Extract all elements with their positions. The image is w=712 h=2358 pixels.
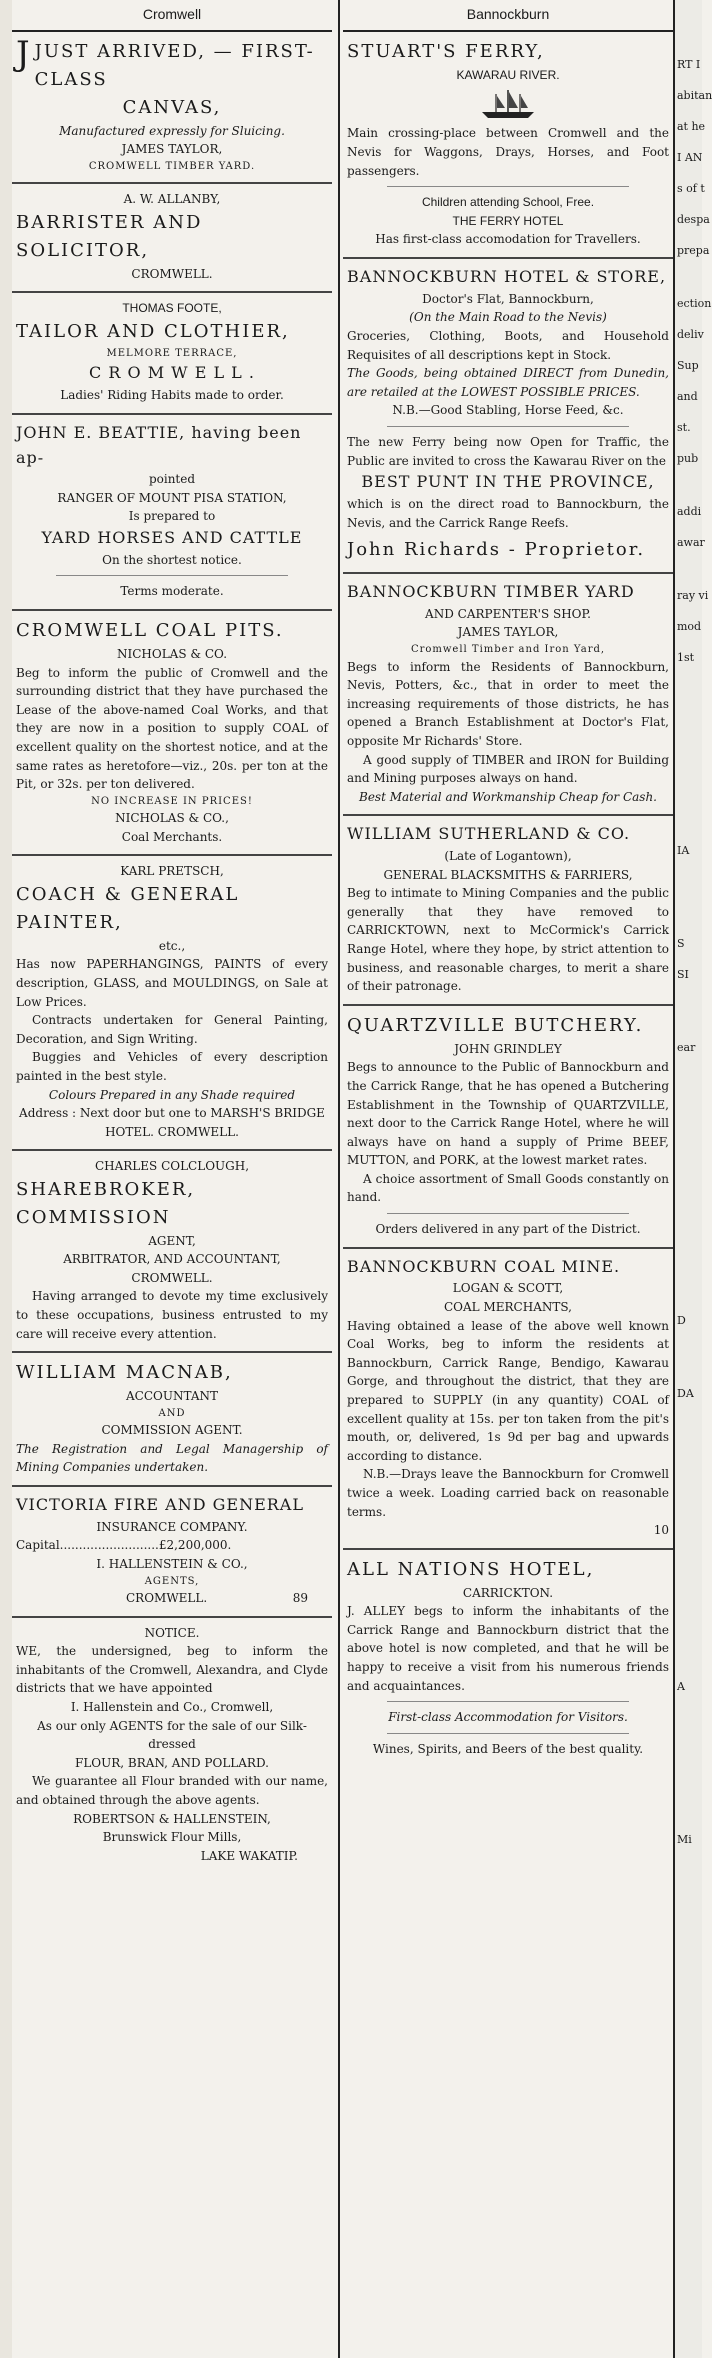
ad-taylor-canvas: JJUST ARRIVED, — FIRST-CLASS CANVAS, Manufactured expressly for Sluicing. JAMES TAYLOR, CROMWELL TIMBER YARD. xyxy=(12,32,332,184)
edge-fragment: RT I xyxy=(677,58,701,71)
ad-line: Ladies' Riding Habits made to order. xyxy=(60,388,284,403)
ad-line: On the shortest notice. xyxy=(102,552,242,567)
edge-fragment: s of t xyxy=(677,182,705,195)
ad-sutherland xyxy=(343,816,673,1006)
ad-line: NICHOLAS & CO., xyxy=(115,811,229,826)
ad-line: First-class Accommodation for Visitors. xyxy=(388,1710,628,1725)
ad-body: J. ALLEY begs to inform the inhabitants of the Carrick Range and Bannockburn district that the above hotel is now completed, and that he will be happy to receive a visit from his numerous friends and acquaintances. xyxy=(347,1604,669,1693)
ad-all-nations-hotel xyxy=(343,1550,673,1767)
ad-line: THOMAS FOOTE, xyxy=(122,301,222,316)
edge-fragment: abitan xyxy=(677,89,712,102)
edge-fragment: ear xyxy=(677,1041,696,1054)
ad-line: CARRICKTON. xyxy=(462,1585,554,1600)
ad-allanby xyxy=(12,184,332,293)
edge-fragment: deliv xyxy=(677,328,704,341)
ad-body: which is on the direct road to Bannockburn, the Nevis, and the Carrick Range Reefs. xyxy=(347,496,669,530)
ad-body: WE, the undersigned, beg to inform the inhabitants of the Cromwell, Alexandra, and Clyde districts that we have appointed xyxy=(16,1644,328,1696)
ad-body: Has now PAPERHANGINGS, PAINTS of every description, GLASS, and MOULDINGS, on Sale at Low Prices. xyxy=(16,957,328,1009)
ad-line: ROBERTSON & HALLENSTEIN, xyxy=(73,1811,271,1826)
edge-fragment: despa xyxy=(677,213,710,226)
edge-fragment: ection xyxy=(677,297,712,310)
ad-line: CROMWELL. xyxy=(131,1270,213,1285)
ad-line: ARBITRATOR, AND ACCOUNTANT, xyxy=(63,1252,281,1267)
ad-body: Beg to inform the public of Cromwell and the surrounding district that they have purchased the Lease of the above-named Coal Works, and that they are now in a position to supply COAL of excellent quality on the shortest notice, and at the same rates as heretofore—viz., 20s. per ton at the Pit, or 32s. per ton delivered. xyxy=(16,665,328,792)
edge-fragment: SI xyxy=(677,968,689,981)
column-header: Bannockburn xyxy=(343,0,673,32)
ad-line: I. Hallenstein and Co., Cromwell, xyxy=(70,1700,274,1715)
ad-pretsch xyxy=(12,856,332,1151)
ad-quartzville-butchery xyxy=(343,1006,673,1249)
ad-line: CANVAS, xyxy=(122,96,222,118)
divider xyxy=(56,575,288,576)
ad-victoria xyxy=(12,1487,332,1618)
edge-fragment: Sup xyxy=(677,359,699,372)
ad-line: CROMWELL COAL PITS. xyxy=(16,620,284,642)
ad-line: COACH & GENERAL PAINTER, xyxy=(16,883,240,933)
ad-line: AND CARPENTER'S SHOP. xyxy=(425,606,591,621)
ad-colclough xyxy=(12,1151,332,1353)
ad-line: NO INCREASE IN PRICES! xyxy=(91,795,253,807)
divider xyxy=(387,186,629,187)
ad-line: Capital..........................£2,200,000. xyxy=(16,1538,232,1553)
ad-line: RANGER OF MOUNT PISA STATION, xyxy=(57,490,287,505)
ad-line: KAWARAU RIVER. xyxy=(456,67,560,82)
edge-fragment: at he xyxy=(677,120,706,133)
ad-line: CROMWELL. xyxy=(131,266,213,281)
edge-fragment: 1st xyxy=(677,651,695,664)
column-header: Cromwell xyxy=(12,0,332,32)
column-cromwell xyxy=(12,0,332,2358)
ad-line: WILLIAM SUTHERLAND & CO. xyxy=(347,824,631,844)
edge-fragment: A xyxy=(677,1680,685,1693)
ad-notice xyxy=(12,1618,332,1874)
ad-line: ACCOUNTANT xyxy=(126,1389,218,1404)
ad-line: FLOUR, BRAN, AND POLLARD. xyxy=(75,1755,269,1770)
edge-fragment: addi xyxy=(677,505,702,518)
ad-foote xyxy=(12,293,332,414)
ad-line: THE FERRY HOTEL xyxy=(452,213,564,228)
ad-body: The Goods, being obtained DIRECT from Dunedin, are retailed at the LOWEST POSSIBLE PRICES. xyxy=(347,366,669,399)
ad-line: Children attending School, Free. xyxy=(421,195,595,210)
ad-line: Orders delivered in any part of the District. xyxy=(375,1222,641,1237)
ad-line: C R O M W E L L . xyxy=(89,363,255,383)
ad-beattie xyxy=(12,415,332,611)
ad-line: GENERAL BLACKSMITHS & FARRIERS, xyxy=(383,867,633,882)
ad-line: COMMISSION AGENT. xyxy=(101,1423,243,1438)
column-bannockburn xyxy=(343,0,673,2358)
ad-body: Begs to inform the Residents of Bannockburn, Nevis, Potters, &c., that in order to meet the increasing requirements of those districts, he has opened a Branch Establishment at Doctor's Flat, opposite Mr Richards' Store. xyxy=(347,659,669,748)
ad-bannockburn-hotel xyxy=(343,259,673,574)
ad-line: JOHN E. BEATTIE, having been ap- xyxy=(16,422,302,467)
ad-body: A good supply of TIMBER and IRON for Building and Mining purposes always on hand. xyxy=(347,752,669,786)
ad-line: Coal Merchants. xyxy=(121,829,223,844)
ad-line: STUART'S FERRY, xyxy=(347,41,545,62)
divider xyxy=(387,426,629,427)
ad-line: ALL NATIONS HOTEL, xyxy=(347,1558,595,1580)
ad-body: Having arranged to devote my time exclusively to these occupations, business entrusted to my care will receive every attention. xyxy=(16,1289,328,1341)
ad-line: A. W. ALLANBY, xyxy=(123,192,221,207)
ad-line: I. HALLENSTEIN & CO., xyxy=(96,1556,248,1571)
ad-timber-yard xyxy=(343,574,673,816)
ad-body: We guarantee all Flour branded with our name, and obtained through the above agents. xyxy=(16,1774,328,1808)
divider xyxy=(387,1733,629,1734)
ad-line: pointed xyxy=(148,472,196,487)
ad-line: NOTICE. xyxy=(144,1625,200,1640)
ad-line: CHARLES COLCLOUGH, xyxy=(94,1159,250,1174)
ad-line: Cromwell Timber and Iron Yard, xyxy=(410,644,606,656)
ad-line: JUST ARRIVED, — FIRST-CLASS xyxy=(34,41,315,90)
ad-line: (Late of Logantown), xyxy=(444,849,572,864)
ad-line: Brunswick Flour Mills, xyxy=(102,1830,242,1845)
ship-illustration xyxy=(478,88,538,120)
ad-line: WILLIAM MACNAB, xyxy=(16,1362,233,1384)
ad-line: LAKE WAKATIP. xyxy=(200,1848,298,1863)
ad-line: NICHOLAS & CO. xyxy=(116,646,228,661)
ad-line: KARL PRETSCH, xyxy=(120,864,224,879)
ad-line: etc., xyxy=(158,938,186,953)
column-rule xyxy=(338,0,340,2358)
edge-fragment: S xyxy=(677,937,685,950)
ad-line: AGENTS, xyxy=(144,1575,200,1587)
ad-line: John Richards - Proprietor. xyxy=(347,539,646,561)
edge-fragment: Mi xyxy=(677,1833,692,1846)
ad-line: (On the Main Road to the Nevis) xyxy=(409,310,607,325)
ad-line: Is prepared to xyxy=(128,509,216,524)
ad-line: N.B.—Good Stabling, Horse Feed, &c. xyxy=(392,403,624,418)
ad-coal-mine xyxy=(343,1249,673,1550)
ad-line: JOHN GRINDLEY xyxy=(454,1041,562,1056)
ad-ref-number: 10 xyxy=(653,1523,669,1538)
ad-line: COAL MERCHANTS, xyxy=(444,1300,572,1315)
edge-fragment: awar xyxy=(677,536,705,549)
ad-line: AND xyxy=(158,1407,186,1419)
ad-body: Having obtained a lease of the above well known Coal Works, beg to inform the residents at Bannockburn, Carrick Range, Bendigo, Kawarau Gorge, and throughout the district, that they are prepared to SUPPLY (in any quantity) COAL of excellent quality at 15s. per ton taken from the pit's mouth, or, delivered, 1s 9d per bag and upwards according to distance. xyxy=(347,1318,669,1463)
edge-fragment: IA xyxy=(677,844,690,857)
ad-body: The new Ferry being now Open for Traffic, the Public are invited to cross the Kawarau River on the xyxy=(347,435,669,468)
ad-body: Buggies and Vehicles of every description painted in the best style. xyxy=(16,1050,328,1083)
ad-line: BARRISTER AND SOLICITOR, xyxy=(16,211,203,261)
ad-line: Terms moderate. xyxy=(120,584,224,599)
ad-body: Begs to announce to the Public of Bannockburn and the Carrick Range, that he has opened a Butchering Establishment in the Township of QUARTZVILLE, next door to the Carrick Range Hotel, where he will always have on hand a supply of Prime BEEF, MUTTON, and PORK, at the lowest market rates. xyxy=(347,1060,669,1168)
edge-fragments xyxy=(675,0,712,1846)
ad-line: AGENT, xyxy=(148,1233,196,1248)
edge-fragment: prepa xyxy=(677,244,710,257)
ad-coal-pits xyxy=(12,611,332,856)
ad-line: YARD HORSES AND CATTLE xyxy=(41,528,303,548)
ad-line: TAILOR AND CLOTHIER, xyxy=(16,320,290,342)
ad-line: SHAREBROKER, COMMISSION xyxy=(16,1178,196,1228)
edge-fragment: DA xyxy=(677,1387,694,1400)
ad-line: INSURANCE COMPANY. xyxy=(96,1519,248,1534)
ad-body: A choice assortment of Small Goods constantly on hand. xyxy=(347,1171,669,1205)
edge-fragment: ray vi xyxy=(677,589,709,602)
edge-fragment: I AN xyxy=(677,151,703,164)
ad-stuarts-ferry xyxy=(343,32,673,259)
ad-macnab xyxy=(12,1353,332,1487)
ad-line: Address : Next door but one to MARSH'S BRIDGE HOTEL. CROMWELL. xyxy=(19,1106,325,1139)
edge-fragment: D xyxy=(677,1314,686,1327)
ad-line: CROMWELL. xyxy=(126,1591,208,1606)
edge-fragment: and xyxy=(677,390,698,403)
ad-line: LOGAN & SCOTT, xyxy=(452,1281,564,1296)
ad-body: Contracts undertaken for General Painting, Decoration, and Sign Writing. xyxy=(16,1013,328,1046)
ad-line: BANNOCKBURN HOTEL & STORE, xyxy=(347,267,667,287)
ad-line: MELMORE TERRACE, xyxy=(106,347,238,359)
ad-line: BANNOCKBURN COAL MINE. xyxy=(347,1256,621,1276)
ad-line: BANNOCKBURN TIMBER YARD xyxy=(347,582,635,602)
ad-body: N.B.—Drays leave the Bannockburn for Cromwell twice a week. Loading carried back on reasonable terms. xyxy=(347,1467,669,1519)
edge-fragment: mod xyxy=(677,620,702,633)
ad-line: QUARTZVILLE BUTCHERY. xyxy=(347,1014,644,1036)
left-margin-strip xyxy=(0,0,12,2358)
ad-line: Doctor's Flat, Bannockburn, xyxy=(422,291,594,306)
ad-line: Manufactured expressly for Sluicing. xyxy=(59,123,285,138)
ad-line: Wines, Spirits, and Beers of the best quality. xyxy=(372,1741,644,1756)
divider xyxy=(387,1701,629,1702)
ad-ref-number: 89 xyxy=(292,1591,308,1606)
ad-line: CROMWELL TIMBER YARD. xyxy=(88,160,256,172)
ad-body: Groceries, Clothing, Boots, and Household Requisites of all descriptions kept in Stock. xyxy=(347,329,669,362)
ad-line: BEST PUNT IN THE PROVINCE, xyxy=(361,472,655,492)
ad-body: Main crossing-place between Cromwell and the Nevis for Waggons, Drays, Horses, and Foot passengers. xyxy=(347,126,669,178)
ad-line: JAMES TAYLOR, xyxy=(457,625,559,640)
ad-body: Beg to intimate to Mining Companies and the public generally that they have removed to CARRICKTOWN, next to McCormick's Carrick Range Hotel, where they hope, by strict attention to business, and reasonable charges, to merit a share of their patronage. xyxy=(347,886,669,994)
ad-line: JAMES TAYLOR, xyxy=(121,142,223,157)
ad-line: Colours Prepared in any Shade required xyxy=(48,1087,296,1102)
edge-fragment: pub xyxy=(677,452,699,465)
edge-fragment: st. xyxy=(677,421,691,434)
ad-line: As our only AGENTS for the sale of our Silk-dressed xyxy=(37,1718,307,1752)
ad-line: Has first-class accomodation for Travellers. xyxy=(375,232,641,247)
ad-line: VICTORIA FIRE AND GENERAL xyxy=(16,1495,304,1514)
ad-line: The Registration and Legal Managership of Mining Companies undertaken. xyxy=(16,1441,328,1475)
ad-line: Best Material and Workmanship Cheap for Cash. xyxy=(359,789,657,804)
adjacent-page-edge xyxy=(673,0,712,2358)
divider xyxy=(387,1213,629,1214)
